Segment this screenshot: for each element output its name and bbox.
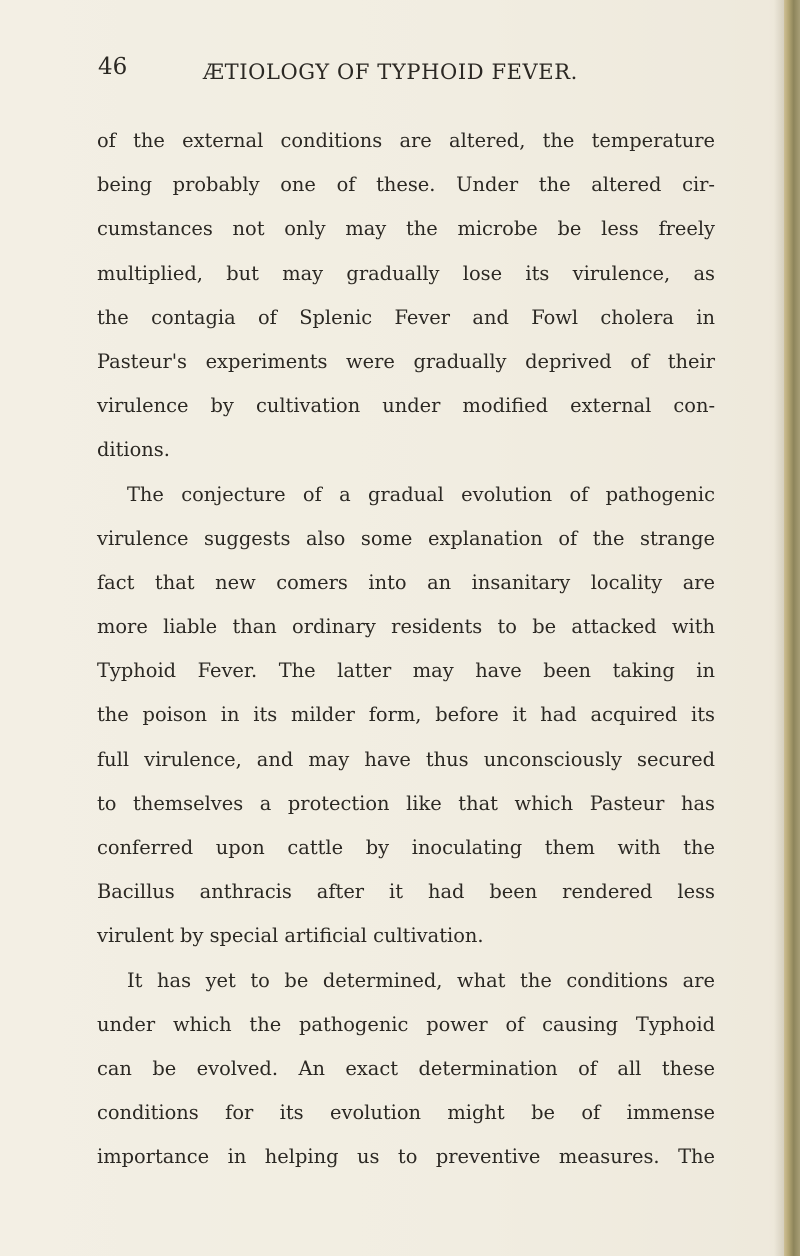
text-line: virulent by special artificial cultivation. — [97, 924, 484, 948]
text-line: more liable than ordinary residents to be attacked with — [97, 615, 715, 639]
text-line: fact that new comers into an insanitary locality are — [97, 570, 715, 594]
text-line: to themselves a protection like that which Pasteur has — [97, 791, 715, 815]
page-number: 46 — [98, 54, 128, 80]
text-line: ditions. — [97, 438, 170, 462]
text-line: The conjecture of a gradual evolution of pathogenic — [127, 482, 715, 506]
text-line: conferred upon cattle by inoculating them with the — [97, 836, 715, 859]
running-title: ÆTIOLOGY OF TYPHOID FEVER. — [203, 60, 578, 84]
text-line: It has yet to be determined, what the conditions are — [127, 968, 715, 992]
binding-edge — [784, 0, 800, 1256]
body-text — [97, 119, 715, 1180]
text-line: conditions for its evolution might be of immense — [97, 1101, 715, 1125]
text-line: Bacillus anthracis after it had been rendered less — [97, 880, 715, 904]
text-line: multiplied, but may gradually lose its virulence, as — [97, 261, 715, 285]
text-line: importance in helping us to preventive measures. The — [97, 1145, 715, 1169]
text-line: Pasteur's experiments were gradually deprived of their — [97, 349, 715, 373]
text-line: full virulence, and may have thus unconsciously secured — [97, 747, 715, 771]
text-line: Typhoid Fever. The latter may have been taking in — [97, 659, 715, 683]
text-line: virulence suggests also some explanation of the strange — [97, 526, 715, 550]
text-line: being probably one of these. Under the altered cir- — [97, 173, 715, 197]
binding-shadow — [774, 0, 784, 1256]
text-line: virulence by cultivation under modified external con- — [97, 394, 715, 418]
text-line: under which the pathogenic power of causing Typhoid — [97, 1012, 715, 1036]
text-line: cumstances not only may the microbe be less freely — [97, 217, 715, 241]
text-line: the contagia of Splenic Fever and Fowl cholera in — [97, 305, 715, 329]
text-line: the poison in its milder form, before it had acquired its — [97, 703, 715, 727]
text-line: can be evolved. An exact determination of all these — [97, 1056, 715, 1080]
text-line: of the external conditions are altered, the temperature — [97, 129, 715, 152]
